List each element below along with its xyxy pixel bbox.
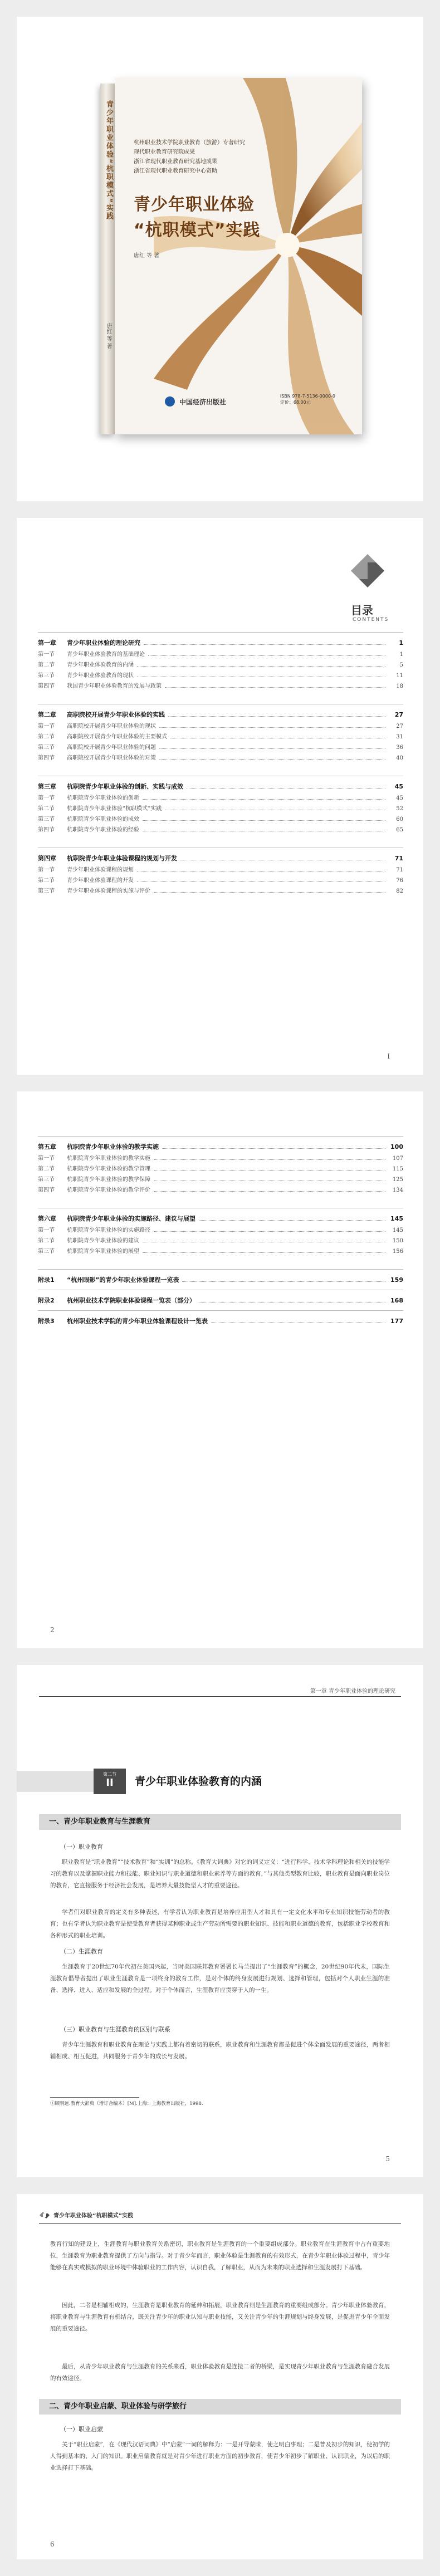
toc-entry-title: 杭职院青少年职业体验的创新、实践与成效 <box>67 783 183 790</box>
toc-entry-page: 45 <box>396 795 403 801</box>
toc-entry-title: 杭职院青少年职业体验的教学实施 <box>67 1155 150 1162</box>
running-head: 第一章 青少年职业体验的理论研究 <box>310 1688 395 1695</box>
toc-chapter-entry[interactable] <box>38 781 403 793</box>
toc-entry-page: 1 <box>399 639 403 647</box>
toc-entry-page: 27 <box>394 711 403 718</box>
toc-list-continued <box>38 1136 403 1331</box>
toc-entry-page: 125 <box>392 1177 403 1183</box>
toc-section-entry[interactable] <box>38 660 403 670</box>
toc-entry-page: 168 <box>390 1297 403 1304</box>
toc-entry-label: 第四章 <box>38 855 56 862</box>
toc-entry-label: 第六章 <box>38 1215 56 1222</box>
cover-publisher <box>165 396 226 407</box>
toc-entry-title: 高职院校开展青少年职业体验的问题 <box>67 745 156 751</box>
toc-leader-dots <box>154 1231 385 1232</box>
toc-section-entry[interactable] <box>38 1246 403 1257</box>
toc-appendix-block <box>38 1290 403 1307</box>
chapter-banner <box>17 1769 423 1794</box>
toc-entry-label: 附录1 <box>38 1276 55 1284</box>
toc-section-entry[interactable] <box>38 1153 403 1164</box>
toc-entry-page: 45 <box>394 783 403 790</box>
page-number: 2 <box>50 1626 55 1634</box>
body-paragraph: 因此，二者是相辅相成的，生涯教育是职业教育的延伸和拓展，职业教育则是生涯教育的重要组成部分。青少年职业体验教育，将职业教育与生涯教育有机结合，既关注青少年的职业认知与职业技能，又关注青少年的生涯规划与终身发展，是促进青少年全面发展的重要途径。 <box>50 2302 390 2332</box>
price-line: 定价：68.00元 <box>280 400 311 405</box>
toc-entry-label: 第五章 <box>38 1143 56 1150</box>
badge-number: II <box>106 1777 114 1789</box>
toc-section-entry[interactable] <box>38 825 403 835</box>
toc-entry-title: 杭职院青少年职业体验的实施路径 <box>67 1227 150 1233</box>
toc-logo-icon <box>345 548 390 593</box>
toc-entry-label: 第四节 <box>38 683 55 689</box>
toc-entry-page: 107 <box>392 1155 403 1162</box>
toc-entry-page: 145 <box>392 1227 403 1233</box>
cover-isbn <box>280 393 335 405</box>
toc-entry-title: 青少年职业体验课程的实施与评价 <box>67 888 150 894</box>
body-paragraph: 关于“职业启蒙”，在《现代汉语词典》中“启蒙”一词的解释为：一是开导蒙昧，使之明白事理；二是普及初步的知识，使初学的人得到基本的、入门的知识。职业启蒙教育就是对青少年进行职业方面的初步教育，使青少年初步了解职业、认识职业，为以后的职业选择打下基础。 <box>50 2441 390 2471</box>
toc-entry-page: 18 <box>396 683 403 689</box>
toc-section-entry[interactable] <box>38 804 403 814</box>
book-logo-icon <box>39 2211 50 2219</box>
toc-section-entry[interactable] <box>38 681 403 692</box>
toc-entry-page: 82 <box>396 888 403 894</box>
publisher-name: 中国经济出版社 <box>179 398 227 406</box>
subsection-bar: 二、青少年职业启蒙、职业体验与研学旅行 <box>39 2399 401 2415</box>
cover-header-line: 现代职业教育研究院成果 <box>134 149 195 155</box>
toc-leader-dots <box>154 1159 385 1160</box>
toc-entry-label: 第四节 <box>38 827 55 833</box>
sub-heading: （三）职业教育与生涯教育的区别与联系 <box>60 2026 170 2033</box>
toc-entry-label: 第一节 <box>38 723 55 729</box>
toc-chapter-entry[interactable] <box>38 853 403 865</box>
page-number: 5 <box>385 2155 390 2163</box>
toc-section-entry[interactable] <box>38 670 403 681</box>
toc-chapter-block <box>38 1208 403 1257</box>
toc-leader-dots <box>159 727 385 728</box>
toc-entry-title: 青少年职业体验课程的规划 <box>67 867 134 873</box>
toc-entry-label: 第一节 <box>38 867 55 873</box>
toc-section-entry[interactable] <box>38 649 403 660</box>
cover-header-line: 浙江省现代职业教育研究中心资助 <box>134 168 217 174</box>
toc-entry-label: 第三节 <box>38 745 55 751</box>
running-head-text: 青少年职业体验“杭职模式”实践 <box>53 2213 134 2219</box>
toc-chapter-entry[interactable] <box>38 1141 403 1153</box>
toc-chapter-block <box>38 704 403 763</box>
toc-entry-title: 高职院校开展青少年职业体验的实践 <box>67 711 165 718</box>
toc-leader-dots <box>144 644 385 645</box>
toc-entry-title: 杭职院青少年职业体验的教学实施 <box>67 1143 159 1150</box>
running-head <box>39 2211 133 2219</box>
footnote-rule <box>50 2097 139 2098</box>
toc-entry-title: 杭职院青少年职业体验的教学管理 <box>67 1166 150 1172</box>
toc-leader-dots <box>159 759 385 760</box>
toc-section-entry[interactable] <box>38 793 403 804</box>
toc-entry-label: 附录3 <box>38 1318 55 1325</box>
toc-entry-label: 第一节 <box>38 1155 55 1162</box>
toc-section-entry[interactable] <box>38 875 403 886</box>
toc-entry-label: 第一节 <box>38 1227 55 1233</box>
toc-entry-page: 71 <box>396 867 403 873</box>
body-paragraph: 最后，从青少年职业教育与生涯教育的关系来看，职业体验教育是连接二者的桥梁，是实现青少年职业教育与生涯教育融合发展的有效途径。 <box>50 2363 390 2382</box>
toc-entry-page: 134 <box>392 1187 403 1193</box>
toc-section-entry[interactable] <box>38 1174 403 1185</box>
toc-entry-label: 第三章 <box>38 783 56 790</box>
body-paragraph: 教育行知的建设上，生涯教育与职业教育关系密切，职业教育是生涯教育的一个重要组成部分。职业教育在生涯教育中占有重要地位，生涯教育为职业教育提供了方向与指导。对于青少年而言，职业体验是生涯教育的有效形式，在青少年职业体验过程中，青少年能够在真实或模拟的职业环境中体验职业的工作内容，认识自我，了解职业，从而为未来的职业选择和生涯发展打下基础。 <box>50 2241 390 2271</box>
toc-entry-page: 31 <box>396 734 403 740</box>
toc-entry-label: 第二节 <box>38 878 55 884</box>
toc-entry-title: 杭职院青少年职业体验的成效 <box>67 816 139 822</box>
cover-title-line1: 青少年职业体验 <box>134 195 255 214</box>
toc-leader-dots <box>162 1148 385 1149</box>
chapter-page <box>17 1665 423 2177</box>
page-number: 6 <box>50 2540 55 2548</box>
toc-entry-label: 第一章 <box>38 639 56 647</box>
toc-entry-page: 145 <box>390 1215 403 1222</box>
toc-appendix-entry[interactable] <box>38 1295 403 1307</box>
book-front-cover <box>115 78 362 434</box>
toc-chapter-entry[interactable] <box>38 1213 403 1225</box>
toc-entry-page: 60 <box>396 816 403 822</box>
toc-entry-page: 177 <box>390 1318 403 1325</box>
toc-entry-title: 杭职院青少年职业体验的创新 <box>67 795 139 801</box>
toc-entry-label: 第四节 <box>38 1187 55 1193</box>
toc-entry-page: 27 <box>396 723 403 729</box>
toc-entry-title: 青少年职业体验教育的内涵 <box>67 662 134 668</box>
cover-author: 唐红 等 著 <box>134 253 160 259</box>
toc-entry-page: 115 <box>392 1166 403 1172</box>
toc-entry-title: 青少年职业体验的理论研究 <box>67 639 140 647</box>
spine-title: 青少年职业体验“杭职模式”实践 <box>105 100 113 221</box>
toc-entry-title: 杭职院青少年职业体验“杭职模式”实践 <box>67 806 162 812</box>
body-paragraph: 职业教育是“职业教育”“技术教育”和“实训”的总称。《教育大词典》对它的词义定义：“进行科学、技术学科理论和相关的技能学习的教育以及掌握职业能力和技能、职业知识与职业道德和职业素养等方面的教育，”与其他类型教育比较，职业教育是面向职业岗位的教育，它直接服务于经济社会发展，是培养大量技能型人才的重要途径。 <box>50 1859 390 1889</box>
toc-page <box>17 518 423 1075</box>
toc-section-entry[interactable] <box>38 1185 403 1196</box>
toc-entry-title: 杭职院青少年职业体验的建议 <box>67 1238 139 1244</box>
toc-entry-label: 第三节 <box>38 673 55 679</box>
toc-entry-label: 第二节 <box>38 806 55 812</box>
body-paragraph: 学者们对职业教育的定义有多种表述，有学者认为职业教育是培养应用型人才和具有一定文化水平和专业知识技能劳动者的教育；也有学者认为职业教育是使受教育者获得某种职业或生产劳动所需要的职业知识、技能和职业道德的教育，包括职业学校教育和各种形式的职业培训。 <box>50 1909 390 1939</box>
toc-leader-dots <box>154 1191 385 1192</box>
toc-chapter-block <box>38 776 403 835</box>
toc-entry-title: 高职院校开展青少年职业体验的现状 <box>67 723 156 729</box>
toc-section-entry[interactable] <box>38 886 403 897</box>
sub-heading: （一）职业教育 <box>60 1843 103 1850</box>
body-paragraph: 生涯教育于20世纪70年代初在美国兴起，当时美国联邦教育署署长马兰提出了“生涯教育”的概念，20世纪90年代末，国际生涯教育倡导者提出了职业生涯教育是一项终身的教育工作，是对个体的终身发展进行规划、选择和管理，包括对个人职业生涯的准备、选择、进入、适应和发展的全过程。对于个体而言，生涯教育应贯穿于人的一生。 <box>50 1963 390 1994</box>
toc-leader-dots <box>137 666 385 667</box>
toc-entry-page: 1 <box>399 652 403 658</box>
body-paragraph: 青少年生涯教育和职业教育在理论与实践上都有着密切的联系，职业教育和生涯教育都是促进个体全面发展的重要途径，两者相辅相成、相互促进，共同服务于青少年的成长与发展。 <box>50 2041 390 2060</box>
toc-leader-dots <box>165 687 385 688</box>
toc-leader-dots <box>182 1281 385 1282</box>
toc-entry-page: 36 <box>396 745 403 751</box>
running-head-rule <box>39 2223 401 2224</box>
toc-leader-dots <box>154 1170 385 1171</box>
toc-entry-label: 第一节 <box>38 795 55 801</box>
toc-appendix-block <box>38 1310 403 1328</box>
toc-leader-dots <box>154 892 385 893</box>
toc-title: 目录 <box>351 604 373 617</box>
publisher-logo-icon <box>165 396 175 407</box>
toc-entry-label: 第四节 <box>38 755 55 761</box>
toc-entry-page: 11 <box>396 673 403 679</box>
toc-leader-dots <box>199 1220 385 1221</box>
toc-entry-page: 156 <box>392 1248 403 1255</box>
cover-header-line: 杭州职业技术学院职业教育（旅游）专著研究 <box>134 140 245 146</box>
toc-appendix-entry[interactable] <box>38 1315 403 1328</box>
isbn-line: ISBN 978-7-5136-0000-0 <box>280 394 335 399</box>
subsection-bar: 一、青少年职业教育与生涯教育 <box>39 1814 401 1830</box>
toc-section-entry[interactable] <box>38 814 403 825</box>
toc-appendix-entry[interactable] <box>38 1274 403 1286</box>
section-badge <box>94 1769 126 1794</box>
toc-entry-label: 第二节 <box>38 1238 55 1244</box>
toc-entry-label: 第二章 <box>38 711 56 718</box>
toc-chapter-block <box>38 848 403 897</box>
toc-section-entry[interactable] <box>38 742 403 753</box>
toc-entry-label: 第三节 <box>38 1248 55 1255</box>
toc-entry-label: 第三节 <box>38 1177 55 1183</box>
toc-entry-label: 第一节 <box>38 652 55 658</box>
toc-section-entry[interactable] <box>38 1236 403 1246</box>
toc-chapter-entry[interactable] <box>38 637 403 649</box>
cover-page <box>17 17 423 501</box>
toc-leader-dots <box>168 716 385 717</box>
toc-entry-title: 青少年职业体验教育的现状 <box>67 673 134 679</box>
toc-entry-title: 杭州职业技术学院的青少年职业体验课程设计一览表 <box>67 1318 208 1325</box>
badge-top: 第二节 <box>103 1772 116 1777</box>
toc-entry-label: 第二节 <box>38 662 55 668</box>
toc-leader-dots <box>148 655 385 656</box>
toc-entry-title: 杭职院青少年职业体验的教学保障 <box>67 1177 150 1183</box>
cover-header-lines <box>134 138 245 176</box>
book-spine <box>100 84 115 434</box>
toc-entry-title: 杭州职业技术学院职业体验课程一览表（部分） <box>67 1297 195 1304</box>
toc-entry-page: 100 <box>390 1143 403 1150</box>
toc-section-entry[interactable] <box>38 1164 403 1174</box>
toc-entry-page: 71 <box>394 855 403 862</box>
toc-leader-dots <box>187 788 385 789</box>
toc-entry-page: 52 <box>396 806 403 812</box>
toc-section-entry[interactable] <box>38 721 403 732</box>
toc-section-entry[interactable] <box>38 753 403 763</box>
sub-heading: （一）职业启蒙 <box>60 2426 103 2433</box>
section-heading: 青少年职业体验教育的内涵 <box>135 1775 262 1787</box>
toc-section-entry[interactable] <box>38 1225 403 1236</box>
sub-heading: （二）生涯教育 <box>60 1948 103 1955</box>
toc-entry-title: 高职院校开展青少年职业体验的对策 <box>67 755 156 761</box>
toc-entry-title: 杭职院青少年职业体验的实施路径、建议与展望 <box>67 1215 195 1222</box>
toc-entry-label: 第三节 <box>38 816 55 822</box>
toc-entry-title: 杭职院青少年职业体验的经验 <box>67 827 139 833</box>
toc-entry-title: 杭职院青少年职业体验的教学评价 <box>67 1187 150 1193</box>
spine-author: 唐红 等 著 <box>105 323 111 349</box>
toc-chapter-block <box>38 1136 403 1196</box>
toc-entry-page: 150 <box>392 1238 403 1244</box>
cover-title-line2: “杭职模式”实践 <box>134 221 261 240</box>
toc-leader-dots <box>143 1252 385 1253</box>
toc-entry-label: 第二节 <box>38 734 55 740</box>
toc-appendix-block <box>38 1269 403 1286</box>
running-head-rule <box>39 1696 401 1697</box>
toc-entry-page: 159 <box>390 1276 403 1284</box>
toc-section-entry[interactable] <box>38 865 403 875</box>
toc-entry-title: 高职院校开展青少年职业体验的主要模式 <box>67 734 167 740</box>
toc-entry-title: 我国青少年职业体验教育的发展与政策 <box>67 683 162 689</box>
toc-subtitle: CONTENTS <box>353 617 389 623</box>
toc-entry-title: “杭州眼影”的青少年职业体验课程一览表 <box>67 1276 179 1284</box>
toc-page-continued <box>17 1091 423 1648</box>
toc-entry-page: 40 <box>396 755 403 761</box>
toc-entry-label: 附录2 <box>38 1297 55 1304</box>
toc-entry-title: 杭职院青少年职业体验的展望 <box>67 1248 139 1255</box>
page-number: I <box>387 1052 390 1060</box>
toc-leader-dots <box>159 748 385 749</box>
toc-entry-page: 76 <box>396 878 403 884</box>
toc-leader-dots <box>137 881 385 882</box>
toc-entry-page: 65 <box>396 827 403 833</box>
content-page <box>17 2194 423 2559</box>
footnote: ①顾明远.教育大辞典（增订合编本）[M].上海：上海教育出版社，1998. <box>50 2101 203 2107</box>
toc-section-entry[interactable] <box>38 732 403 742</box>
toc-entry-title: 青少年职业体验课程的开发 <box>67 878 134 884</box>
toc-entry-title: 杭职院青少年职业体验课程的规划与开发 <box>67 855 177 862</box>
toc-chapter-block <box>38 632 403 692</box>
toc-chapter-entry[interactable] <box>38 709 403 721</box>
book-mockup <box>100 78 362 434</box>
toc-entry-label: 第三节 <box>38 888 55 894</box>
toc-entry-page: 5 <box>399 662 403 668</box>
toc-leader-dots <box>143 820 385 821</box>
toc-entry-title: 青少年职业体验教育的基础理论 <box>67 652 145 658</box>
toc-entry-label: 第二节 <box>38 1166 55 1172</box>
toc-list <box>38 632 403 909</box>
cover-header-line: 浙江省现代职业教育研究基地成果 <box>134 159 217 165</box>
toc-leader-dots <box>143 799 385 800</box>
